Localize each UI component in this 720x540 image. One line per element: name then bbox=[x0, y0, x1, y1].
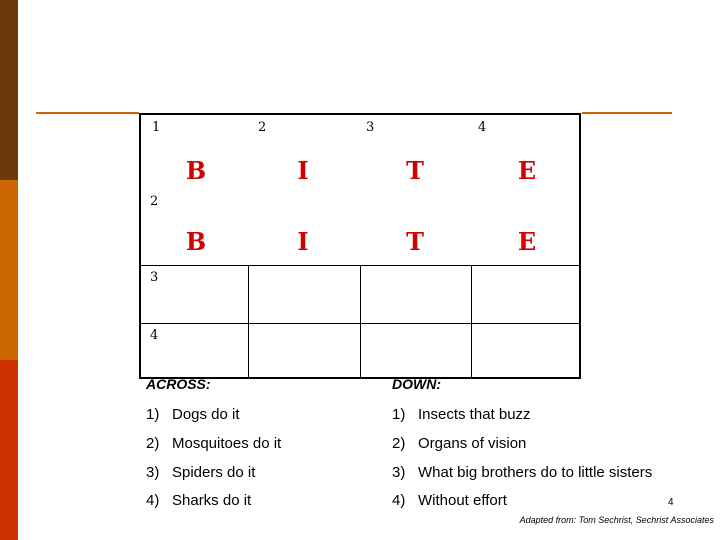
grid-line bbox=[141, 323, 579, 324]
cell-letter[interactable]: T bbox=[406, 227, 424, 256]
row-number-4: 4 bbox=[150, 328, 159, 343]
grid-line bbox=[360, 265, 361, 379]
column-number-4: 4 bbox=[478, 120, 487, 135]
page-number: 4 bbox=[668, 497, 674, 508]
cell-letter[interactable]: B bbox=[185, 227, 207, 256]
cell-letter[interactable]: T bbox=[406, 156, 424, 185]
across-clue-3: 3) Spiders do it bbox=[146, 464, 256, 481]
credit-line: Adapted from: Tom Sechrist, Sechrist Associates bbox=[519, 515, 714, 525]
grid-line bbox=[141, 265, 579, 266]
header-rule-right bbox=[582, 112, 672, 114]
across-heading: ACROSS: bbox=[146, 376, 211, 392]
column-number-3: 3 bbox=[366, 120, 375, 135]
cell-letter[interactable]: B bbox=[185, 156, 207, 185]
row-number-3: 3 bbox=[150, 270, 159, 285]
column-number-1: 1 bbox=[152, 120, 161, 135]
down-heading: DOWN: bbox=[392, 376, 441, 392]
cell-letter[interactable]: I bbox=[297, 227, 309, 256]
left-stripe-dark bbox=[0, 0, 18, 180]
column-number-2: 2 bbox=[258, 120, 267, 135]
cell-letter[interactable]: E bbox=[517, 156, 537, 185]
down-clue-2: 2) Organs of vision bbox=[392, 435, 527, 452]
across-clue-2: 2) Mosquitoes do it bbox=[146, 435, 282, 452]
grid-line bbox=[471, 265, 472, 379]
across-clue-1: 1) Dogs do it bbox=[146, 406, 240, 423]
down-clue-1: 1) Insects that buzz bbox=[392, 406, 531, 423]
grid-line bbox=[248, 265, 249, 379]
left-stripe-red bbox=[0, 360, 18, 540]
left-stripe-orange bbox=[0, 180, 18, 360]
cell-letter[interactable]: I bbox=[297, 156, 309, 185]
down-clue-3: 3) What big brothers do to little sisters bbox=[392, 464, 653, 481]
cell-letter[interactable]: E bbox=[517, 227, 537, 256]
down-clue-4: 4) Without effort bbox=[392, 492, 507, 509]
row-number-2: 2 bbox=[150, 194, 159, 209]
header-rule-left bbox=[36, 112, 139, 114]
across-clue-4: 4) Sharks do it bbox=[146, 492, 252, 509]
